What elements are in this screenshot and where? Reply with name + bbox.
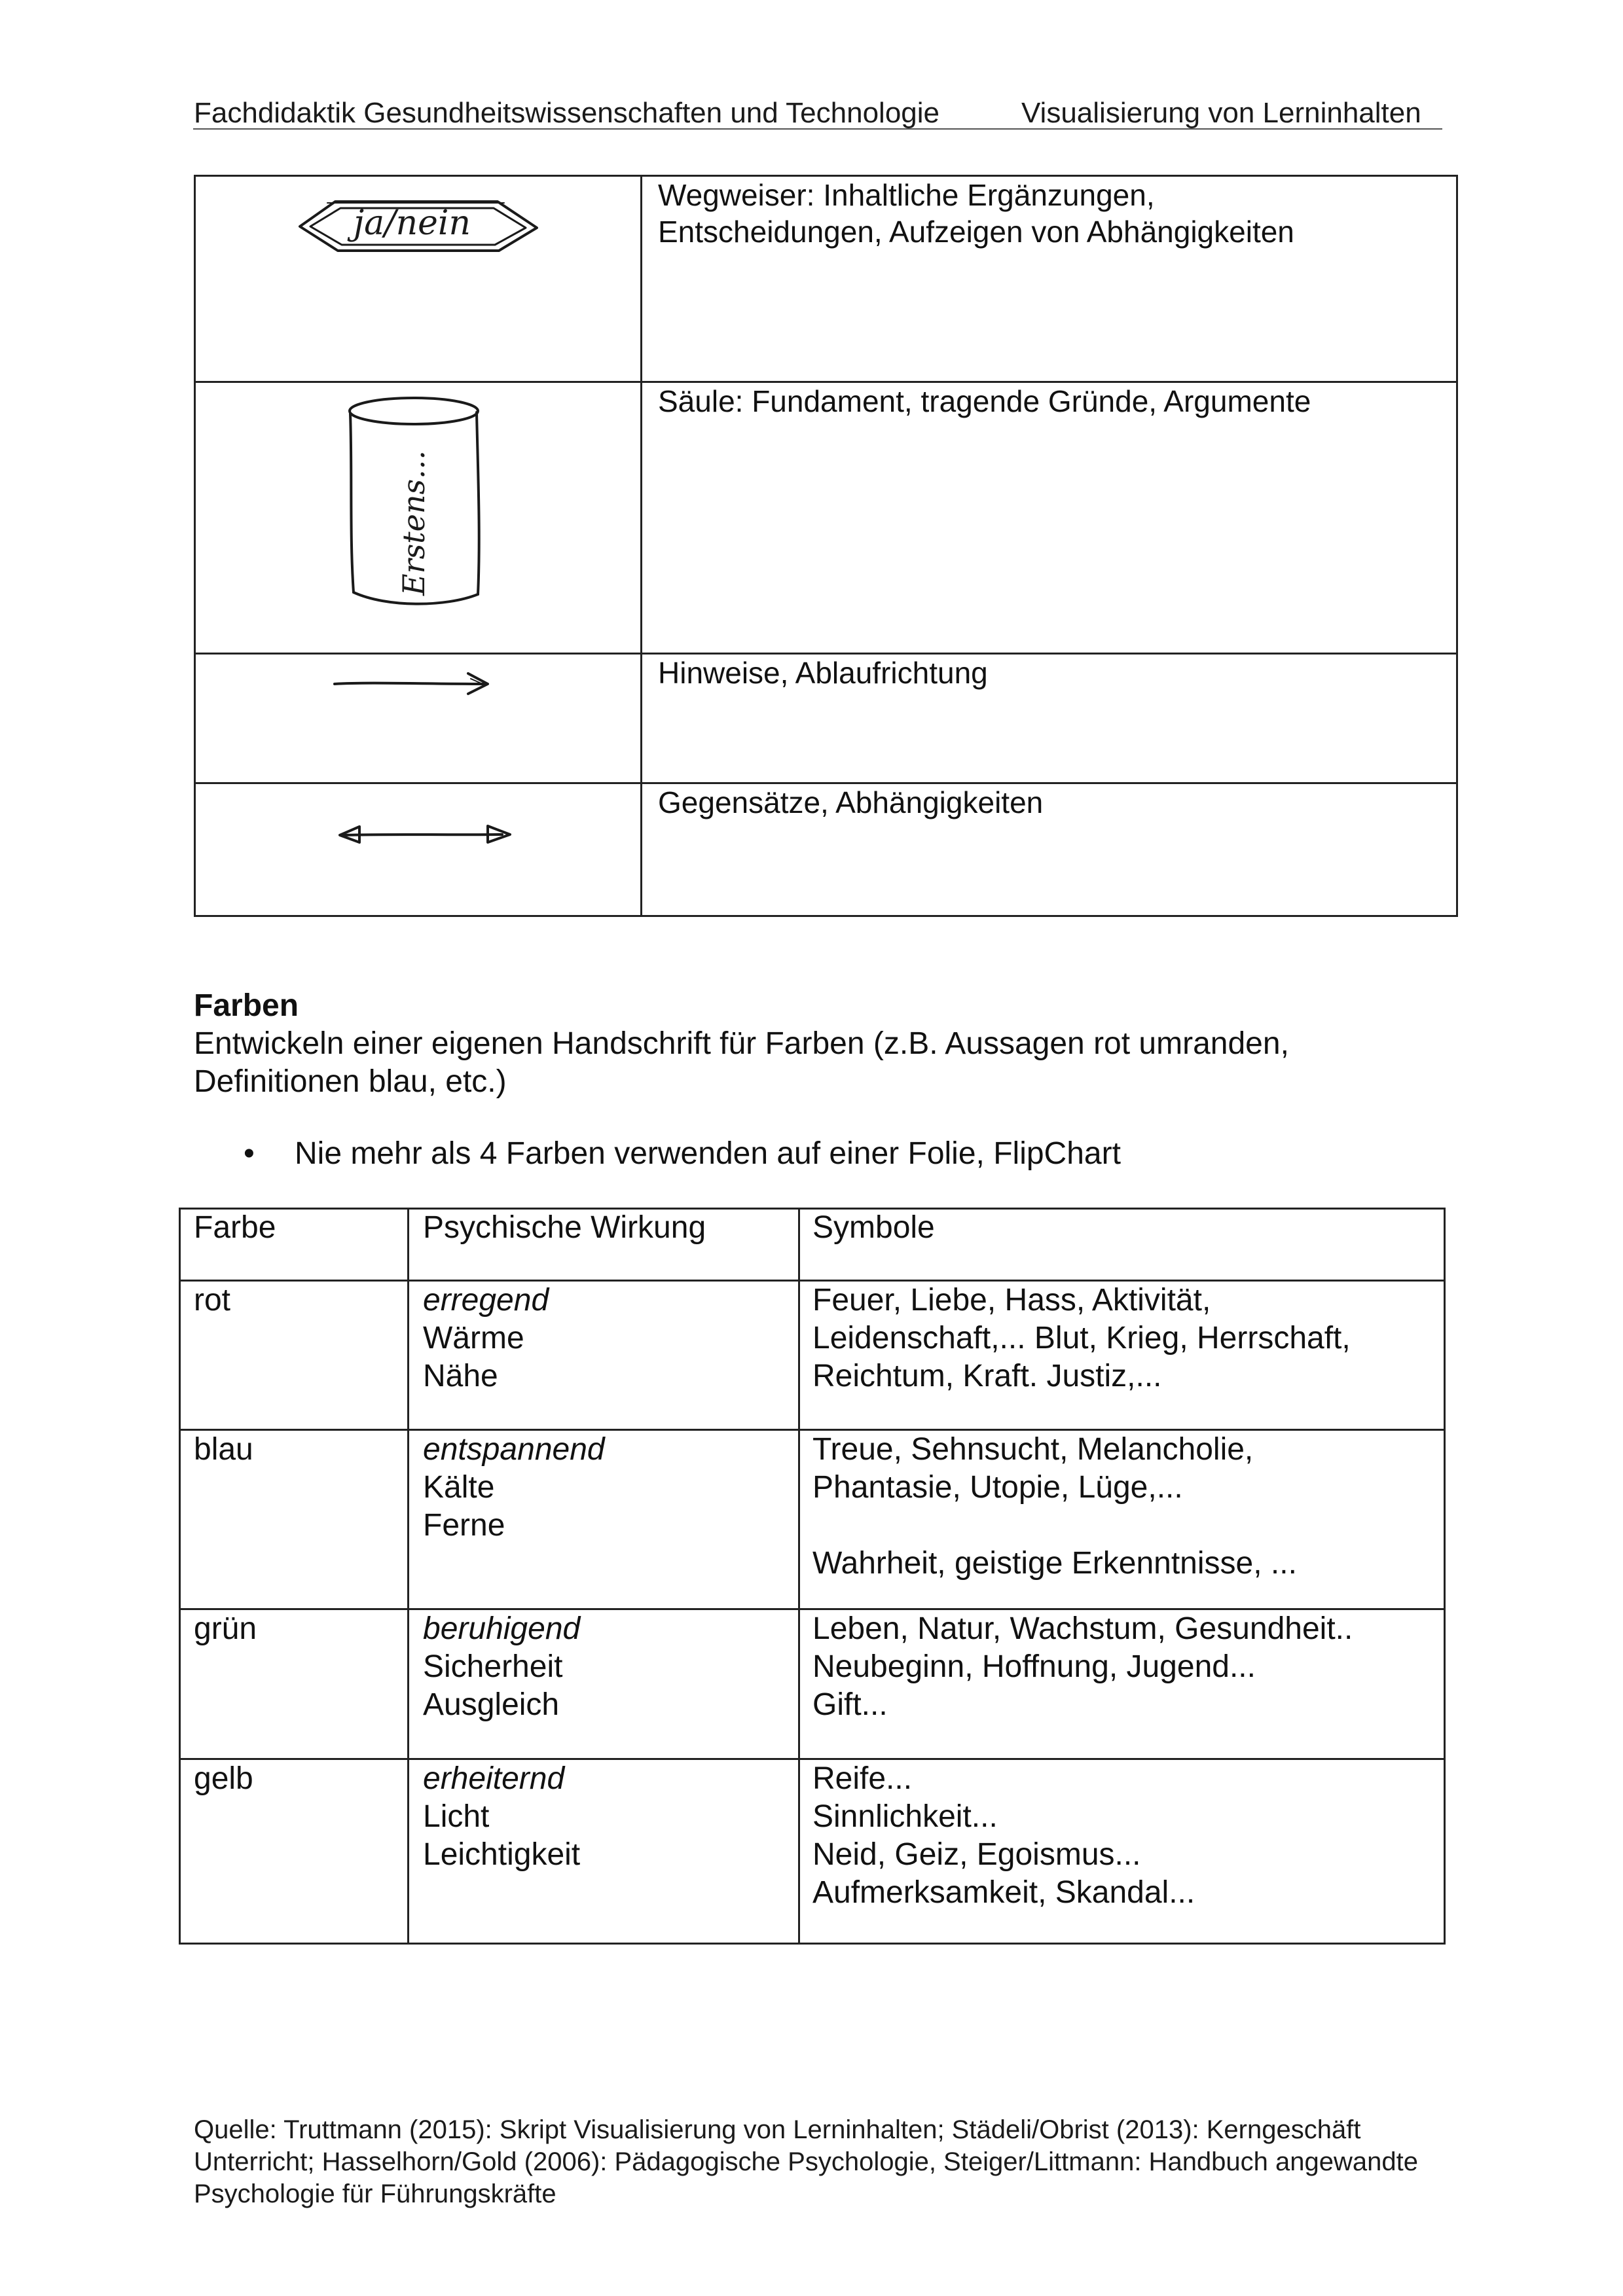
farben-bullet-text: Nie mehr als 4 Farben verwenden auf einer Folie, FlipChart [295, 1136, 1121, 1171]
symbol-description-arrow: Hinweise, Ablaufrichtung [658, 656, 988, 690]
table-cell-wirkung: beruhigend Sicherheit Ausgleich [423, 1611, 581, 1722]
symbol-description-pillar: Säule: Fundament, tragende Gründe, Argumente [658, 384, 1311, 418]
pillar-icon [340, 386, 498, 622]
table-header-wirkung: Psychische Wirkung [423, 1210, 706, 1245]
table-cell-farbe: gelb [194, 1761, 253, 1796]
header-document-title: Visualisierung von Lerninhalten [1021, 97, 1421, 129]
arrow-right-icon [331, 664, 501, 704]
table-cell-symbole: Treue, Sehnsucht, Melancholie, Phantasie, Utopie, Lüge,... Wahrheit, geistige Erkenntnisse, ... [812, 1432, 1297, 1581]
signpost-sketch-text: ja/nein [354, 204, 471, 243]
table-header-farbe: Farbe [194, 1210, 276, 1245]
color-table-col-rule [798, 1208, 800, 1945]
table-cell-symbole: Leben, Natur, Wachstum, Gesundheit.. Neubeginn, Hoffnung, Jugend... Gift... [812, 1611, 1353, 1722]
double-arrow-icon [331, 815, 520, 854]
farben-intro: Entwickeln einer eigenen Handschrift für Farben (z.B. Aussagen rot umranden, Definitionen blau, etc.) [194, 1026, 1289, 1099]
symbol-table-divider [640, 175, 642, 917]
pillar-sketch-text: Erstens... [396, 450, 431, 596]
section-title-farben: Farben [194, 988, 299, 1023]
footer-source-note: Quelle: Truttmann (2015): Skript Visualisierung von Lerninhalten; Städeli/Obrist (2013): Kerngeschäft Unterricht; Hasselhorn/Gold (2006): Pädagogische Psychologie, Steiger/Littmann: Handbuch angewandte Psychologie für Führungskräfte [194, 2115, 1418, 2208]
table-cell-symbole: Feuer, Liebe, Hass, Aktivität, Leidenschaft,... Blut, Krieg, Herrschaft, Reichtum, Kraft. Justiz,... [812, 1283, 1351, 1393]
table-cell-wirkung: entspannend Kälte Ferne [423, 1432, 605, 1543]
symbol-description-double-arrow: Gegensätze, Abhängigkeiten [658, 785, 1044, 819]
header-course-title: Fachdidaktik Gesundheitswissenschaften und Technologie [194, 97, 940, 129]
table-cell-farbe: rot [194, 1283, 231, 1318]
color-table-col-rule [407, 1208, 409, 1945]
header-rule [193, 128, 1442, 130]
bullet-point: • [244, 1136, 255, 1171]
table-cell-wirkung: erregend Wärme Nähe [423, 1283, 549, 1393]
table-header-symbole: Symbole [812, 1210, 935, 1245]
signpost-icon [288, 183, 550, 268]
table-cell-farbe: grün [194, 1611, 257, 1646]
table-cell-wirkung: erheiternd Licht Leichtigkeit [423, 1761, 581, 1872]
symbol-description-signpost: Wegweiser: Inhaltliche Ergänzungen, Entscheidungen, Aufzeigen von Abhängigkeiten [658, 178, 1294, 249]
table-cell-farbe: blau [194, 1432, 253, 1467]
table-cell-symbole: Reife... Sinnlichkeit... Neid, Geiz, Egoismus... Aufmerksamkeit, Skandal... [812, 1761, 1195, 1910]
